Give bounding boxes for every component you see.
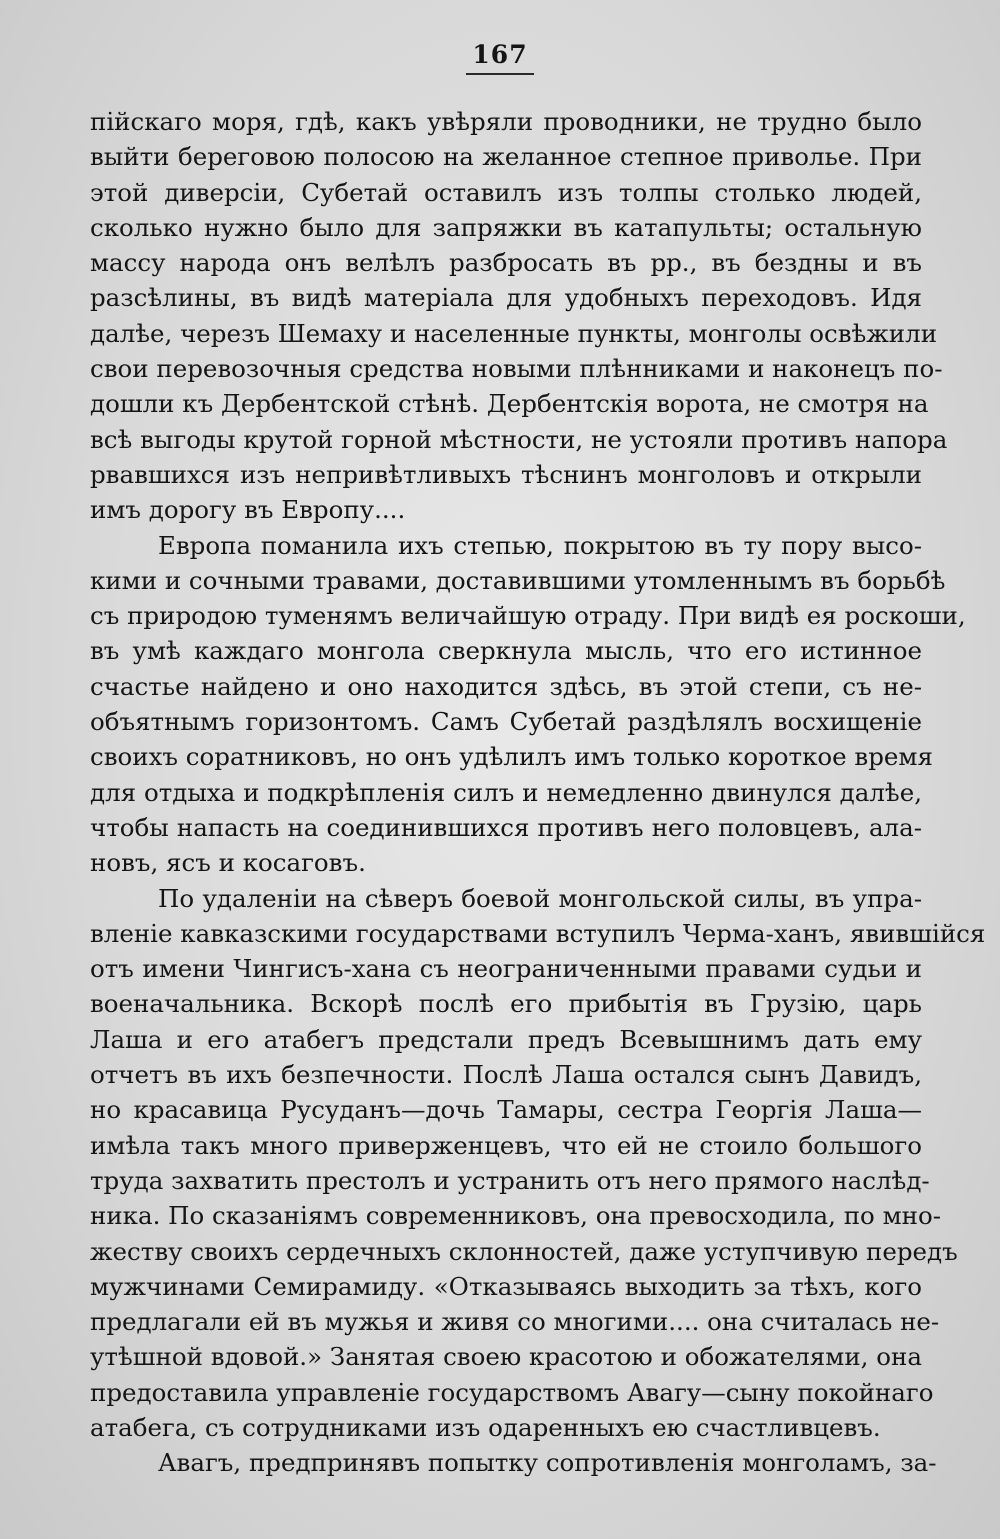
body-text (90, 104, 986, 1481)
text-line: массу народа онъ велѣлъ разбросать въ рр., въ бездны и въ (90, 248, 922, 278)
text-line: для отдыха и подкрѣпленія силъ и немедленно двинулся далѣе, (90, 777, 922, 807)
text-line: съ природою туменямъ величайшую отраду. При видѣ ея роскоши, (90, 601, 966, 631)
text-line: но красавица Русуданъ—дочь Тамары, сестра Георгія Лаша— (90, 1095, 922, 1125)
page-number-text: 167 (466, 40, 533, 75)
text-line: атабега, съ сотрудниками изъ одаренныхъ ею счастливцевъ. (90, 1412, 881, 1442)
text-line: своихъ соратниковъ, но онъ удѣлилъ имъ только короткое время (90, 742, 933, 772)
paragraph (90, 881, 986, 1446)
text-line: счастье найдено и оно находится здѣсь, въ этой степи, съ не- (90, 671, 922, 701)
text-line: предоставила управленіе государствомъ Авагу—сыну покойнаго (90, 1377, 934, 1407)
text-line: отчетъ въ ихъ безпечности. Послѣ Лаша остался сынъ Давидъ, (90, 1060, 922, 1090)
text-line: выйти береговою полосою на желанное степное приволье. При (90, 142, 922, 172)
text-line: въ умѣ каждаго монгола сверкнула мысль, что его истинное (90, 636, 922, 666)
paragraph (90, 528, 966, 881)
text-line: сколько нужно было для запряжки въ катапульты; остальную (90, 212, 922, 242)
paragraph (90, 104, 948, 528)
text-line: жеству своихъ сердечныхъ склонностей, даже уступчивую передъ (90, 1236, 958, 1266)
text-line: чтобы напасть на соединившихся противъ него половцевъ, ала- (90, 812, 922, 842)
text-line: далѣе, черезъ Шемаху и населенные пункты, монголы освѣжили (90, 318, 938, 348)
text-line: мужчинами Семирамиду. «Отказываясь выходить за тѣхъ, кого (90, 1271, 922, 1301)
text-line: имѣла такъ много приверженцевъ, что ей не стоило большого (90, 1130, 922, 1160)
text-line: этой диверсіи, Субетай оставилъ изъ толпы столько людей, (90, 177, 922, 207)
paragraph (90, 1445, 937, 1480)
text-line: разсѣлины, въ видѣ матеріала для удобныхъ переходовъ. Идя (90, 283, 922, 313)
page-number (0, 40, 1000, 75)
text-line: военачальника. Вскорѣ послѣ его прибытія въ Грузію, царь (90, 989, 922, 1019)
text-line: По удаленіи на сѣверъ боевой монгольской силы, въ упра- (158, 883, 922, 913)
text-line: имъ дорогу въ Европу.... (90, 495, 406, 525)
text-line: труда захватить престолъ и устранить отъ него прямого наслѣд- (90, 1165, 930, 1195)
text-line: пійскаго моря, гдѣ, какъ увѣряли проводники, не трудно было (90, 107, 922, 136)
text-line: кими и сочными травами, доставившими утомленнымъ въ борьбѣ (90, 565, 946, 595)
text-line: дошли къ Дербентской стѣнѣ. Дербентскія ворота, не смотря на (90, 389, 929, 419)
text-line: Авагъ, предпринявъ попытку сопротивленія монголамъ, за- (158, 1448, 937, 1478)
text-line: ника. По сказаніямъ современниковъ, она превосходила, по мно- (90, 1201, 941, 1231)
text-line: Европа поманила ихъ степью, покрытою въ ту пору высо- (158, 530, 922, 560)
text-line: свои перевозочныя средства новыми плѣнниками и наконецъ по- (90, 354, 943, 384)
text-line: утѣшной вдовой.» Занятая своею красотою и обожателями, она (90, 1342, 922, 1372)
text-line: новъ, ясъ и косаговъ. (90, 848, 366, 878)
text-line: отъ имени Чингисъ-хана съ неограниченными правами судьи и (90, 954, 922, 984)
text-line: Лаша и его атабегъ предстали предъ Всевышнимъ дать ему (90, 1024, 922, 1054)
text-line: вленіе кавказскими государствами вступилъ Черма-ханъ, явившійся (90, 918, 986, 948)
text-line: всѣ выгоды крутой горной мѣстности, не устояли противъ напора (90, 424, 948, 454)
text-line: предлагали ей въ мужья и живя со многими.... она считалась не- (90, 1307, 940, 1337)
text-line: объятнымъ горизонтомъ. Самъ Субетай раздѣлялъ восхищеніе (90, 707, 922, 737)
text-line: рвавшихся изъ непривѣтливыхъ тѣснинъ монголовъ и открыли (90, 459, 922, 489)
